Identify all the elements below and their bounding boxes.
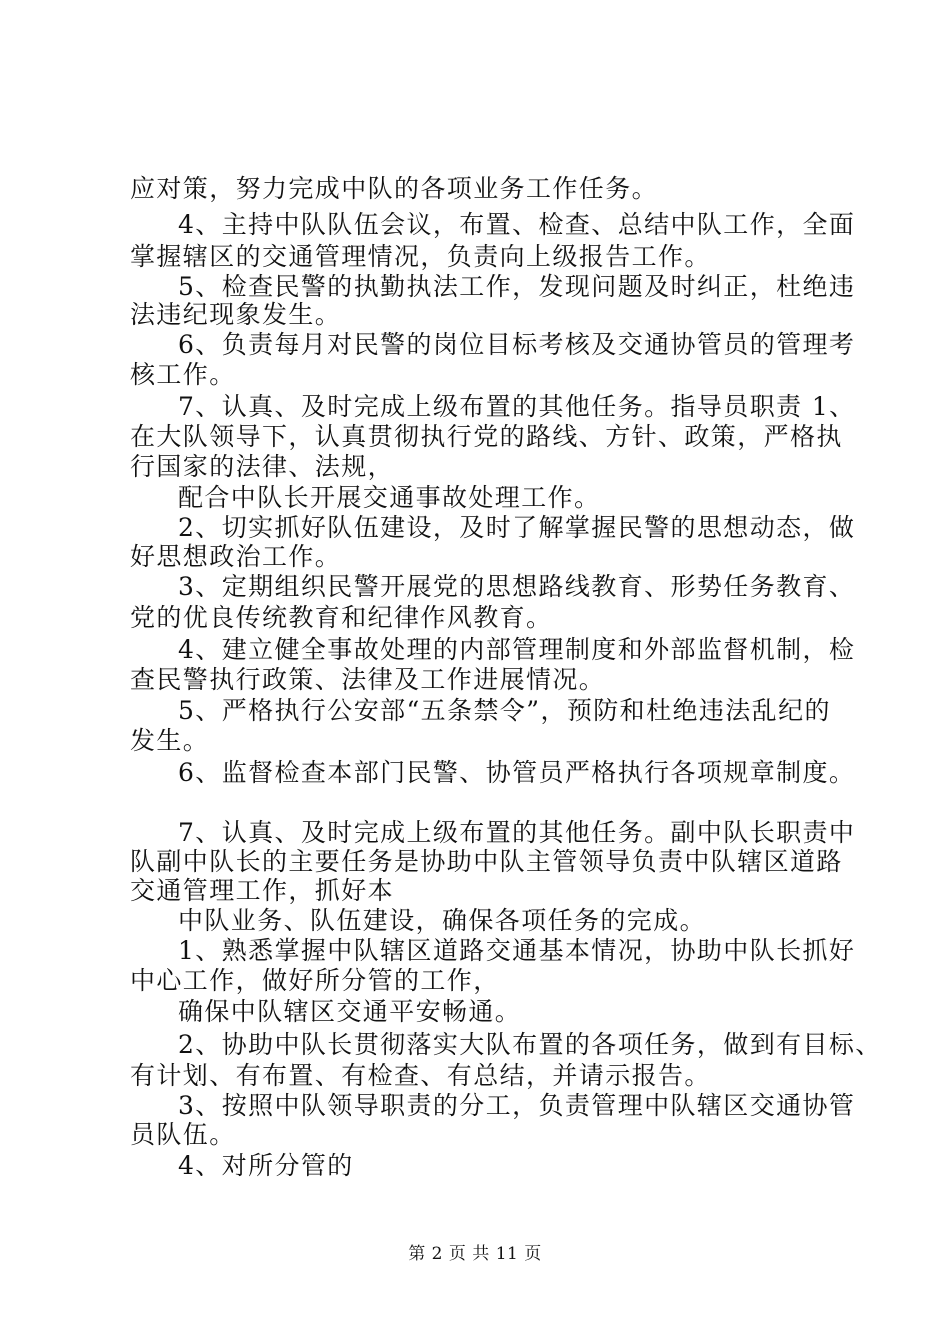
text-line: 7、认真、及时完成上级布置的其他任务。副中队长职责中 (178, 818, 856, 847)
text-line: 法违纪现象发生。 (130, 300, 342, 329)
text-line: 1、熟悉掌握中队辖区道路交通基本情况，协助中队长抓好 (178, 936, 856, 965)
text-line: 查民警执行政策、法律及工作进展情况。 (130, 665, 606, 694)
text-line: 4、对所分管的 (178, 1151, 354, 1180)
text-line: 4、建立健全事故处理的内部管理制度和外部监督机制，检 (178, 635, 856, 664)
text-line: 党的优良传统教育和纪律作风教育。 (130, 603, 553, 632)
page-number-footer: 第 2 页 共 11 页 (408, 1244, 542, 1264)
text-line: 好思想政治工作。 (130, 542, 342, 571)
text-line: 3、按照中队领导职责的分工，负责管理中队辖区交通协管 (178, 1091, 856, 1120)
text-line: 配合中队长开展交通事故处理工作。 (178, 483, 601, 512)
text-line: 掌握辖区的交通管理情况，负责向上级报告工作。 (130, 242, 711, 271)
text-line: 6、监督检查本部门民警、协管员严格执行各项规章制度。 (178, 758, 856, 787)
text-line: 5、严格执行公安部“五条禁令”，预防和杜绝违法乱纪的 (178, 696, 831, 725)
text-line: 4、主持中队队伍会议，布置、检查、总结中队工作，全面 (178, 210, 856, 239)
text-line: 中心工作，做好所分管的工作， (130, 966, 500, 995)
text-line: 3、定期组织民警开展党的思想路线教育、形势任务教育、 (178, 572, 856, 601)
text-line: 发生。 (130, 726, 210, 755)
text-line: 核工作。 (130, 360, 236, 389)
text-line: 2、协助中队长贯彻落实大队布置的各项任务，做到有目标、 (178, 1030, 882, 1059)
text-line: 应对策，努力完成中队的各项业务工作任务。 (130, 174, 659, 203)
text-line: 有计划、有布置、有检查、有总结，并请示报告。 (130, 1061, 711, 1090)
text-line: 中队业务、队伍建设，确保各项任务的完成。 (178, 906, 707, 935)
text-line: 交通管理工作，抓好本 (130, 876, 395, 905)
text-line: 2、切实抓好队伍建设，及时了解掌握民警的思想动态，做 (178, 513, 856, 542)
text-line: 员队伍。 (130, 1120, 236, 1149)
text-line: 行国家的法律、法规， (130, 452, 395, 481)
text-line: 5、检查民警的执勤执法工作，发现问题及时纠正，杜绝违 (178, 272, 856, 301)
text-line: 7、认真、及时完成上级布置的其他任务。指导员职责 1、 (178, 392, 856, 421)
text-line: 队副中队长的主要任务是协助中队主管领导负责中队辖区道路 (130, 847, 843, 876)
text-line: 在大队领导下，认真贯彻执行党的路线、方针、政策，严格执 (130, 422, 843, 451)
text-line: 确保中队辖区交通平安畅通。 (178, 997, 522, 1026)
text-line: 6、负责每月对民警的岗位目标考核及交通协管员的管理考 (178, 330, 856, 359)
